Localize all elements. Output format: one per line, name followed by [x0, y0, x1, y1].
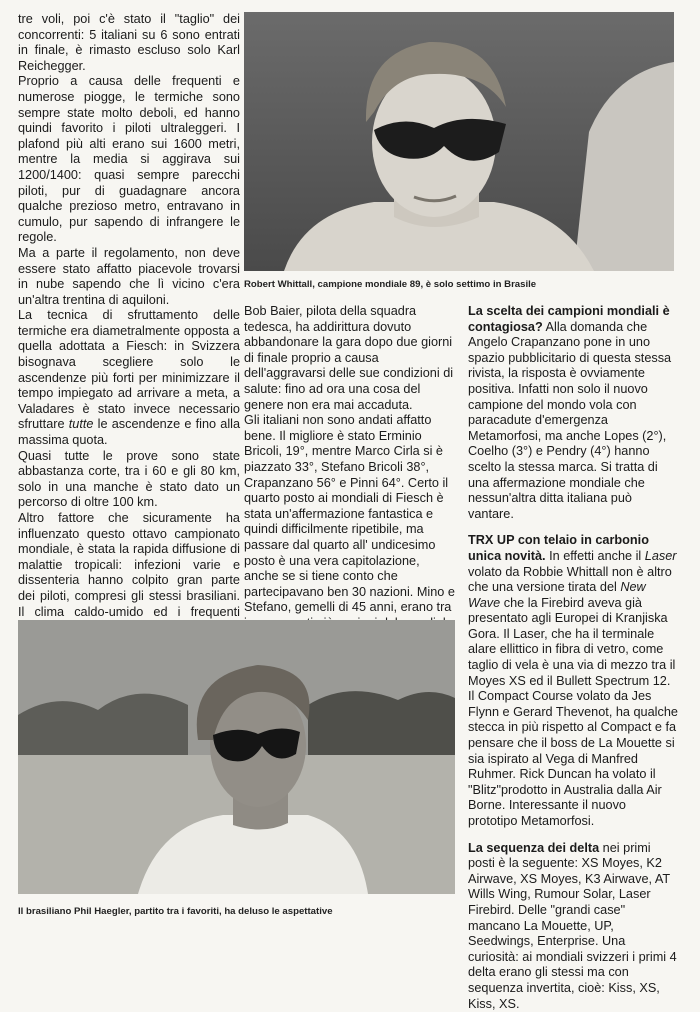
paragraph: La scelta dei campioni mondiali è contagiosa? Alla domanda che Angelo Crapanzano pone in uno spazio pubblicitario di questa stessa rivista, la risposta è ovviamente positiva. Infatti non solo il nuovo campione del mondo vola con paracadute d'emergenza Metamorfosi, ma anche Lopes (2°), Coelho (3°) e Pendry (4°) hanno scelto la stessa marca. Si tratta di una affermazione mondiale che nessun'altra ditta italiana può vantare. — [468, 304, 672, 521]
paragraph: Bob Baier, pilota della squadra tedesca, ha addirittura dovuto abbandonare la gara dopo due giorni di finale proprio a causa dell'aggravarsi delle sue condizioni di salute: fino ad ora una cosa del genere non era mai accaduta. — [244, 304, 454, 412]
section-heading: La scelta dei campioni mondiali è contagiosa? — [468, 304, 670, 334]
left-column — [18, 12, 240, 683]
right-column — [468, 304, 678, 1012]
photo-phil-haegler — [18, 620, 455, 894]
paragraph: Altro fattore che sicuramente ha influenzato questo ottavo campionato mondiale, è stata la rapida diffusione di malattie tropicali: infezioni varie e dissenteria hanno colpito gran parte dei piloti, compresi gli stessi brasiliani. Il clima caldo-umido ed i frequenti — [18, 511, 240, 619]
middle-column — [244, 304, 457, 647]
paragraph: tre voli, poi c'è stato il "taglio" dei concorrenti: 5 italiani su 6 sono entrati in finale, è rimasto escluso solo Karl Reichegger. — [18, 12, 240, 73]
photo-caption: Il brasiliano Phil Haegler, partito tra i favoriti, ha deluso le aspettative — [18, 906, 333, 917]
paragraph: La tecnica di sfruttamento delle termiche era diametralmente opposta a quella adottata a Fiesch: in Svizzera bisognava scegliere solo le ascendenze più forti per minimizzare il tempo impiegato ad arrivare a meta, a Valadares è stato invece necessario sfruttare tutte le ascendenze e fino alla massima quota. — [18, 308, 241, 448]
paragraph: Quasi tutte le prove sono state abbastanza corte, tra i 60 e gli 80 km, solo in una manche è stato dato un percorso di oltre 100 km. — [18, 448, 240, 510]
photo-robert-whittall — [244, 12, 674, 271]
section-heading: La sequenza dei delta — [468, 840, 600, 855]
section-heading: TRX UP con telaio in carbonio unica novità. — [468, 533, 649, 563]
paragraph: Gli italiani non sono andati affatto bene. Il migliore è stato Erminio Bricoli, 19°, mentre Marco Cirla si è piazzato 33°, Stefano Bricoli 38°, Crapanzano 56° e Pinni 64°. Certo il quarto posto ai mondiali di Fiesch è stata un'affermazione fantastica e quindi difficilmente ripetibile, ma passare dal quarto all' undicesimo posto è una vera capitolazione, anche se si tiene conto che partecipavano ben 30 nazioni. Mino e Stefano, gemelli di 45 anni, erano tra — [244, 413, 455, 615]
photo-caption: Robert Whittall, campione mondiale 89, è solo settimo in Brasile — [244, 279, 537, 290]
paragraph: Ma a parte il regolamento, non deve essere stato affatto piacevole trovarsi in nube sapendo che lì vicino c'era un'altra trentina di aquiloni. — [18, 245, 240, 307]
paragraph: La sequenza dei delta nei primi posti è la seguente: XS Moyes, K2 Airwave, XS Moyes, K3 Airwave, AT Wills Wing, Rumour Solar, Laser Firebird. Delle "grandi case" mancano La Mouette, UP, Seedwings, Enterprise. Una curiosità: ai mondiali svizzeri i primi 4 delta erano gli stessi ma con sequenza invertita, cioè: Kiss, XS, Kiss, XS. — [468, 840, 677, 1011]
paragraph: Proprio a causa delle frequenti e numerose piogge, le termiche sono sempre state molto deboli, ed hanno quindi favorito i piloti ultraleggeri. I plafond più alti erano sui 1600 metri, mentre la media si aggirava sui 1200/1400: quasi sempre parecchi piloti, pur di guadagnare ancora qualche prezioso metro, entravano in cumulo, pur sapendo di infrangere le regole. — [18, 74, 240, 245]
paragraph: TRX UP con telaio in carbonio unica novità. In effetti anche il Laser volato da Robbie Whittall non è altro che una versione tirata del New Wave che la Firebird aveva già presentato agli Europei di Kranjiska Gora. Il Laser, che ha il terminale alare ellittico in fibra di vetro, come taglio di vela è una via di mezzo tra il Moyes XS ed il Bullett Spectrum 12. Il Compact Course volato da Jes Flynn e Gerard Thevenot, ha qualche stecca in più rispetto al Compact e fa pensare che il boss de La Mouette si sia ispirato al Vega di Manfred Ruhmer. Rick Duncan ha volato il "Blitz"prodotto in Australia dalla Air Borne. Interessante il nuovo prototipo Metamorfosi. — [468, 533, 678, 828]
